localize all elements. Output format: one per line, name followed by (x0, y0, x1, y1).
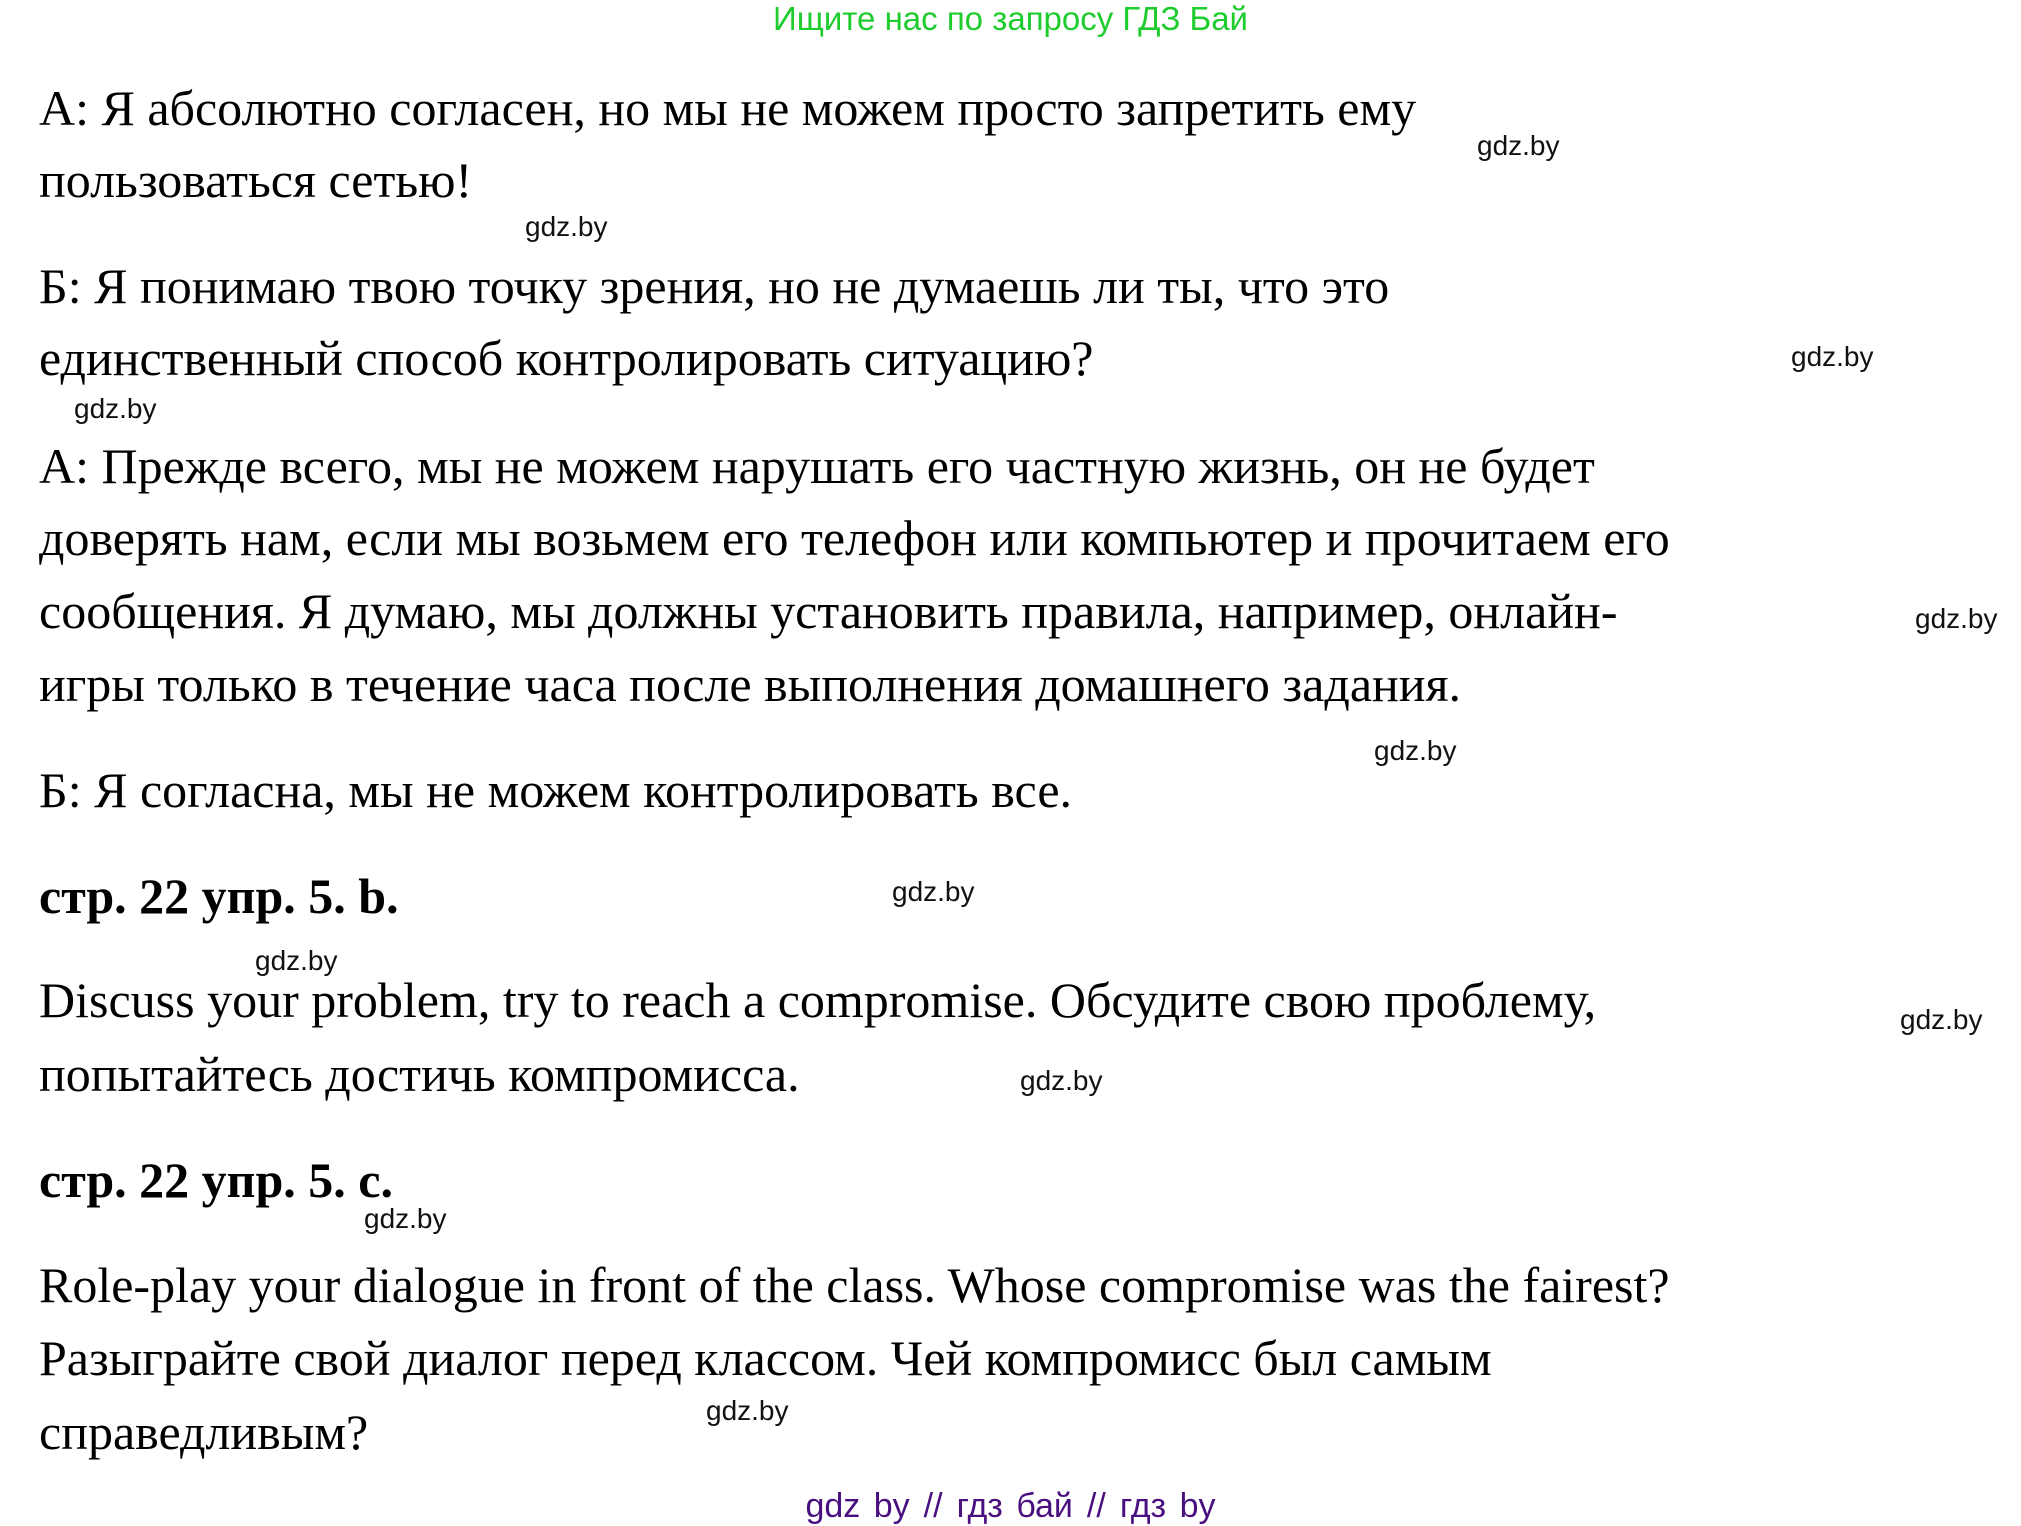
footer-brand-gdz-by: gdz by (805, 1487, 910, 1525)
watermark: gdz.by (255, 945, 338, 976)
footer-separator: // (1086, 1487, 1106, 1525)
watermark: gdz.by (1374, 735, 1457, 766)
exercise-text-line: попытайтесь достичь компромисса. (39, 1046, 800, 1102)
watermark: gdz.by (706, 1395, 789, 1426)
dialogue-line: А: Прежде всего, мы не можем нарушать его частную жизнь, он не будет (39, 438, 1595, 494)
dialogue-line: пользоваться сетью! (39, 152, 473, 208)
dialogue-line: игры только в течение часа после выполнения домашнего задания. (39, 656, 1462, 712)
watermark: gdz.by (1477, 130, 1560, 161)
exercise-text-line: Discuss your problem, try to reach a compromise. Обсудите свою проблему, (39, 972, 1597, 1028)
watermark: gdz.by (74, 393, 157, 424)
watermark: gdz.by (1791, 341, 1874, 372)
footer-separator: // (923, 1487, 943, 1525)
exercise-heading: стр. 22 упр. 5. c. (39, 1152, 393, 1208)
exercise-text-line: Разыграйте свой диалог перед классом. Чей компромисс был самым (39, 1330, 1492, 1386)
dialogue-line: Б: Я понимаю твою точку зрения, но не думаешь ли ты, что это (39, 258, 1390, 314)
footer-brand (0, 1486, 2021, 1526)
footer-brand-gdz-bai: гдз бай (956, 1487, 1073, 1525)
exercise-heading: стр. 22 упр. 5. b. (39, 868, 399, 924)
watermark: gdz.by (1915, 603, 1998, 634)
dialogue-line: А: Я абсолютно согласен, но мы не можем просто запретить ему (39, 80, 1417, 136)
exercise-text-line: справедливым? (39, 1404, 369, 1460)
watermark: gdz.by (892, 876, 975, 907)
watermark: gdz.by (1900, 1004, 1983, 1035)
dialogue-line: доверять нам, если мы возьмем его телефон или компьютер и прочитаем его (39, 510, 1670, 566)
dialogue-line: единственный способ контролировать ситуацию? (39, 330, 1094, 386)
watermark: gdz.by (525, 211, 608, 242)
dialogue-line: сообщения. Я думаю, мы должны установить правила, например, онлайн- (39, 583, 1618, 639)
dialogue-line: Б: Я согласна, мы не можем контролировать все. (39, 762, 1073, 818)
watermark: gdz.by (364, 1203, 447, 1234)
search-hint-banner: Ищите нас по запросу ГДЗ Бай (773, 0, 1248, 37)
footer-brand-gdz-by-cyr: гдз by (1119, 1487, 1216, 1525)
exercise-text-line: Role-play your dialogue in front of the class. Whose compromise was the fairest? (39, 1257, 1670, 1313)
watermark: gdz.by (1020, 1065, 1103, 1096)
